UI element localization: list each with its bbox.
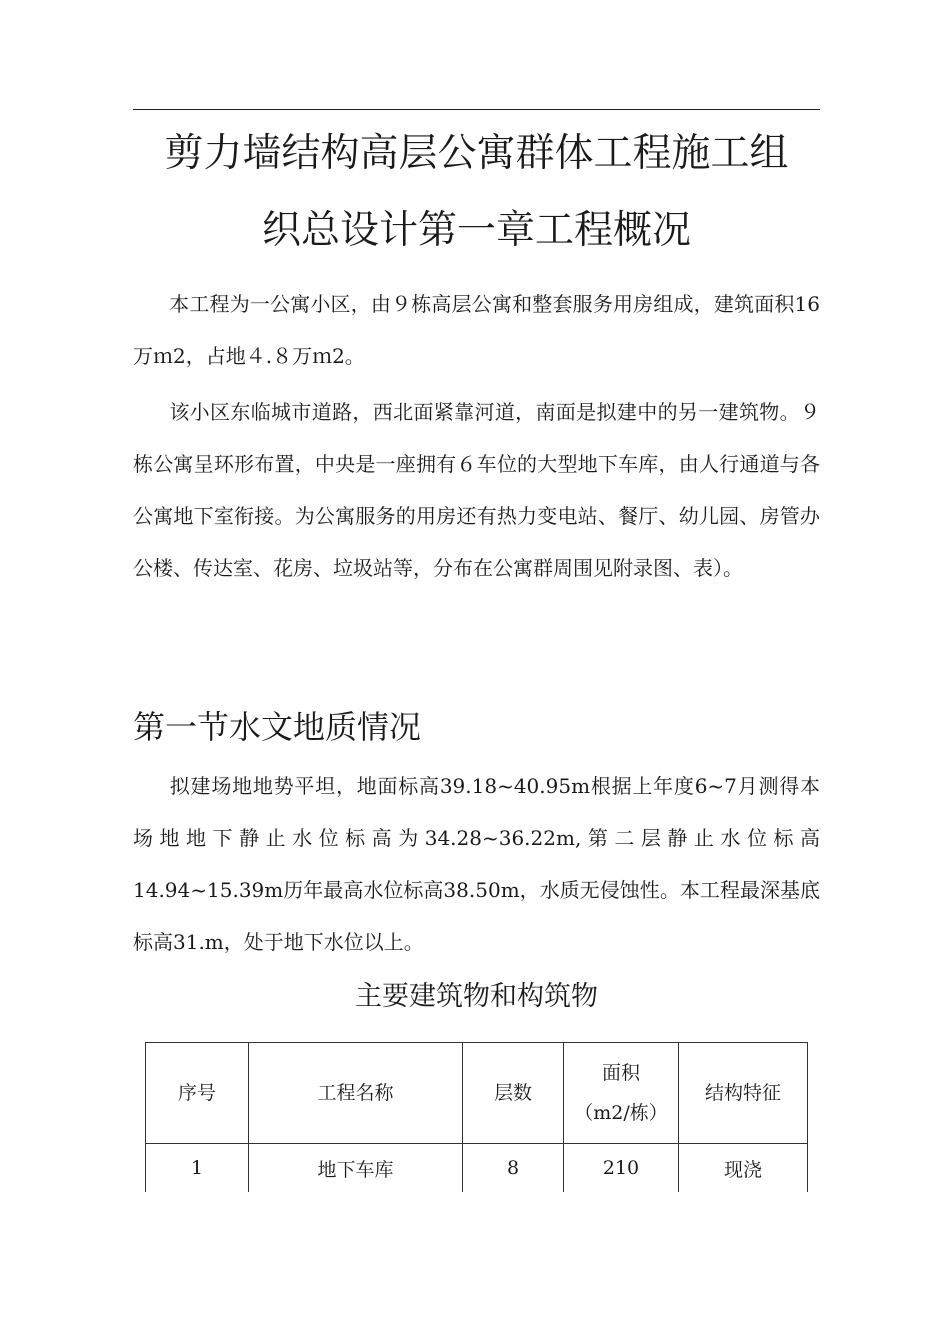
header-area bbox=[564, 1043, 679, 1144]
document-title-line-2: 织总设计第一章工程概况 bbox=[261, 208, 691, 253]
paragraph-location-text: 该小区东临城市道路，西北面紧靠河道，南面是拟建中的另一建筑物。９栋公寓呈环形布置，中央是一座拥有６车位的大型地下车库，由人行通道与各公寓地下室衔接。为公寓服务的用房还有热力变电站、餐厅、幼儿园、房管办公楼、传达室、花房、垃圾站等，分布在公寓群周围见附录图、表）。 bbox=[133, 400, 820, 580]
table-header-row bbox=[146, 1043, 808, 1144]
paragraph-hydrology bbox=[133, 760, 820, 968]
buildings-table bbox=[145, 1042, 808, 1192]
cell-name: 地下车库 bbox=[249, 1144, 463, 1193]
table-row bbox=[146, 1144, 808, 1193]
cell-no: 1 bbox=[146, 1144, 249, 1193]
cell-area: 210 bbox=[564, 1144, 679, 1193]
paragraph-overview-text: 本工程为一公寓小区，由９栋高层公寓和整套服务用房组成，建筑面积16万ｍ2，占地４.８万ｍ2。 bbox=[133, 292, 820, 368]
paragraph-hydrology-text: 拟建场地地势平坦，地面标高39.18~40.95m根据上年度6~7月测得本场地地下静止水位标高为34.28~36.22m,第二层静止水位标高14.94~15.39m历年最高水位标高38.50m，水质无侵蚀性。本工程最深基底标高31.m，处于地下水位以上。 bbox=[133, 774, 820, 954]
cell-floors: 8 bbox=[463, 1144, 564, 1193]
header-structure: 结构特征 bbox=[679, 1043, 808, 1144]
top-rule bbox=[133, 109, 820, 110]
header-floors: 层数 bbox=[463, 1043, 564, 1144]
header-no: 序号 bbox=[146, 1043, 249, 1144]
cell-structure: 现浇 bbox=[679, 1144, 808, 1193]
header-name: 工程名称 bbox=[249, 1043, 463, 1144]
header-area-line2: （m2/栋） bbox=[574, 1102, 668, 1124]
paragraph-location bbox=[133, 386, 820, 594]
paragraph-overview bbox=[133, 278, 820, 382]
header-area-line1: 面积 bbox=[601, 1062, 640, 1084]
document-title-line-1: 剪力墙结构高层公寓群体工程施工组 bbox=[164, 131, 789, 176]
section-heading: 第一节水文地质情况 bbox=[133, 708, 422, 746]
table-title: 主要建筑物和构筑物 bbox=[355, 981, 598, 1012]
